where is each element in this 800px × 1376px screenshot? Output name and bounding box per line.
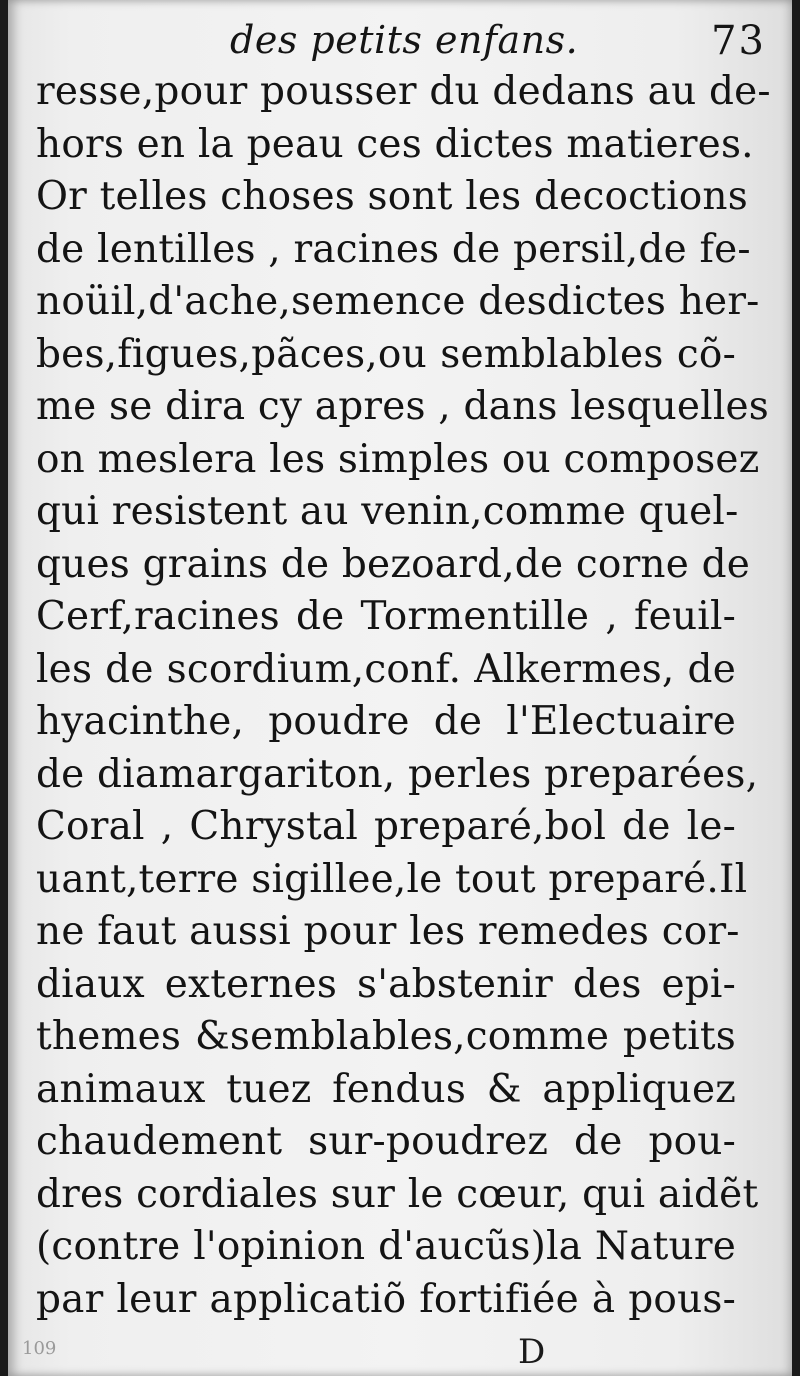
text-line: me se dira cy apres , dans lesquelles [36, 384, 770, 429]
text-line: par leur applicatiõ fortifiée à pous- [36, 1276, 736, 1322]
page-header [8, 18, 792, 68]
signature-mark: D [518, 1332, 546, 1372]
text-line: ques grains de bezoard,de corne de [36, 541, 751, 587]
body-text [36, 66, 771, 1326]
text-line: ne faut aussi pour les remedes cor- [36, 909, 740, 954]
text-line: diaux externes s'abstenir des epi- [36, 961, 736, 1007]
running-head: des petits enfans. [230, 18, 579, 62]
text-line: Or telles choses sont les decoctions [36, 174, 748, 219]
text-line: resse,pour pousser du dedans au de- [36, 69, 771, 114]
text-line: les de scordium,conf. Alkermes, de [36, 646, 736, 692]
text-line: themes &semblables,comme petits [36, 1014, 736, 1059]
text-line: de diamargariton, perles preparées, [36, 751, 759, 797]
text-line: chaudement sur-poudrez de pou- [36, 1119, 736, 1164]
text-line: bes,figues,pãces,ou semblables cõ- [36, 331, 736, 377]
text-line: animaux tuez fendus & appliquez [36, 1066, 736, 1112]
text-line: Coral , Chrystal preparé,bol de le- [36, 804, 736, 849]
text-line: dres cordiales sur le cœur, qui aidẽt [36, 1171, 759, 1217]
book-page [8, 0, 792, 1376]
text-line: (contre l'opinion d'aucũs)la Nature [36, 1224, 736, 1269]
text-line: noüil,d'ache,semence desdictes her- [36, 279, 760, 324]
text-line: de lentilles , racines de persil,de fe- [36, 226, 751, 272]
text-line: qui resistent au venin,comme quel- [36, 489, 739, 534]
text-line: hyacinthe, poudre de l'Electuaire [36, 699, 736, 744]
text-line: Cerf,racines de Tormentille , feuil- [36, 594, 736, 639]
edge-mark: 109 [22, 1338, 57, 1359]
page-number: 73 [711, 18, 766, 64]
text-line: hors en la peau ces dictes matieres. [36, 121, 754, 167]
text-line: on meslera les simples ou composez [36, 436, 760, 482]
text-line: uant,terre sigillee,le tout preparé.Il [36, 856, 748, 902]
